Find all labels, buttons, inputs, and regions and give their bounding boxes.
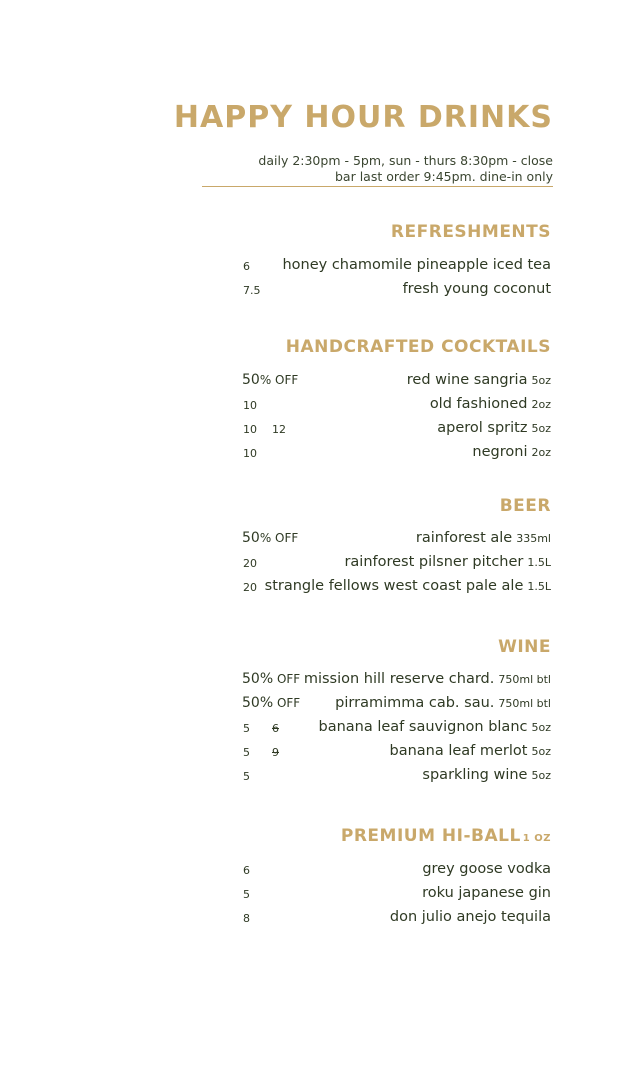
item-name-text: banana leaf sauvignon blanc — [318, 719, 528, 735]
item-size: 5oz — [531, 422, 551, 435]
section-unit: 1 OZ — [522, 833, 551, 844]
item-old-price: 6 — [272, 722, 279, 735]
item-name — [472, 444, 551, 460]
item-price: 6 — [243, 260, 250, 273]
item-size: 750ml btl — [498, 673, 551, 686]
item-name-text: red wine sangria — [406, 372, 528, 388]
item-price: 10 — [243, 447, 257, 460]
item-old-price: 9 — [272, 746, 279, 759]
menu-item — [240, 907, 551, 929]
discount-suffix: % OFF — [259, 531, 299, 545]
item-size: 1.5L — [527, 580, 551, 593]
item-name-text: negroni — [472, 444, 528, 460]
item-price: 5 — [243, 770, 250, 783]
menu-item — [240, 576, 551, 598]
item-price: 5 — [243, 746, 250, 759]
item-price: 10 — [243, 399, 257, 412]
section-heading-hiball — [341, 826, 551, 846]
item-name — [430, 396, 551, 412]
item-name-text: pirramimma cab. sau. — [335, 695, 495, 711]
item-name — [416, 530, 551, 546]
section-heading-refreshments: REFRESHMENTS — [390, 222, 551, 242]
item-discount — [242, 372, 298, 388]
menu-item — [240, 418, 551, 440]
menu-item — [240, 279, 551, 301]
item-old-price: 12 — [272, 423, 286, 436]
item-name-text: banana leaf merlot — [389, 743, 528, 759]
item-name — [304, 671, 551, 687]
item-price: 5 — [243, 888, 250, 901]
discount-value: 50 — [242, 530, 260, 546]
item-name — [265, 578, 551, 594]
menu-item — [240, 693, 551, 715]
menu-item — [240, 394, 551, 416]
menu-item — [240, 255, 551, 277]
menu-item — [240, 741, 551, 763]
section-heading-cocktails: HANDCRAFTED COCKTAILS — [285, 337, 551, 357]
item-price: 7.5 — [243, 284, 261, 297]
menu-item — [240, 370, 551, 392]
discount-suffix: OFF — [273, 696, 301, 710]
item-price: 20 — [243, 557, 257, 570]
menu-item — [240, 552, 551, 574]
item-name — [437, 420, 551, 436]
item-size: 5oz — [531, 721, 551, 734]
item-name — [422, 767, 551, 783]
item-price: 5 — [243, 722, 250, 735]
item-name: honey chamomile pineapple iced tea — [282, 257, 551, 273]
item-name: don julio anejo tequila — [389, 909, 551, 925]
menu-item — [240, 765, 551, 787]
item-name — [344, 554, 551, 570]
item-name: roku japanese gin — [422, 885, 551, 901]
section-title: PREMIUM HI-BALL — [340, 826, 521, 846]
item-name-text: sparkling wine — [422, 767, 528, 783]
item-price: 8 — [243, 912, 250, 925]
item-name-text: rainforest ale — [415, 530, 513, 546]
item-size: 5oz — [531, 769, 551, 782]
item-price: 6 — [243, 864, 250, 877]
item-name: fresh young coconut — [402, 281, 551, 297]
item-name — [389, 743, 551, 759]
item-size: 1.5L — [527, 556, 551, 569]
item-size: 2oz — [531, 398, 551, 411]
item-name-text: aperol spritz — [437, 420, 528, 436]
item-name — [335, 695, 551, 711]
section-heading-wine: WINE — [498, 637, 551, 657]
item-discount — [242, 695, 300, 711]
item-discount — [242, 671, 300, 687]
discount-suffix: OFF — [273, 672, 301, 686]
section-heading-beer: BEER — [499, 496, 551, 516]
menu-item — [240, 883, 551, 905]
item-discount — [242, 530, 298, 546]
hours-text: daily 2:30pm - 5pm, sun - thurs 8:30pm - close — [258, 153, 553, 168]
item-name-text: rainforest pilsner pitcher — [344, 554, 524, 570]
item-price: 10 — [243, 423, 257, 436]
header-divider — [202, 186, 553, 187]
item-name-text: strangle fellows west coast pale ale — [264, 578, 524, 594]
item-name: grey goose vodka — [422, 861, 551, 877]
discount-value: 50% — [242, 671, 274, 687]
discount-value: 50% — [242, 695, 274, 711]
item-size: 5oz — [531, 374, 551, 387]
last-order-note: bar last order 9:45pm. dine-in only — [335, 169, 553, 184]
item-name — [319, 719, 552, 735]
item-name — [407, 372, 551, 388]
item-price: 20 — [243, 581, 257, 594]
menu-item — [240, 442, 551, 464]
menu-item — [240, 717, 551, 739]
item-name-text: old fashioned — [429, 396, 528, 412]
discount-suffix: % OFF — [259, 373, 299, 387]
item-size: 335ml — [516, 532, 551, 545]
menu-item — [240, 528, 551, 550]
item-name-text: mission hill reserve chard. — [303, 671, 495, 687]
item-size: 750ml btl — [498, 697, 551, 710]
menu-item — [240, 859, 551, 881]
page-title: HAPPY HOUR DRINKS — [173, 100, 553, 135]
menu-item — [240, 669, 551, 691]
discount-value: 50 — [242, 372, 260, 388]
item-size: 5oz — [531, 745, 551, 758]
item-size: 2oz — [531, 446, 551, 459]
